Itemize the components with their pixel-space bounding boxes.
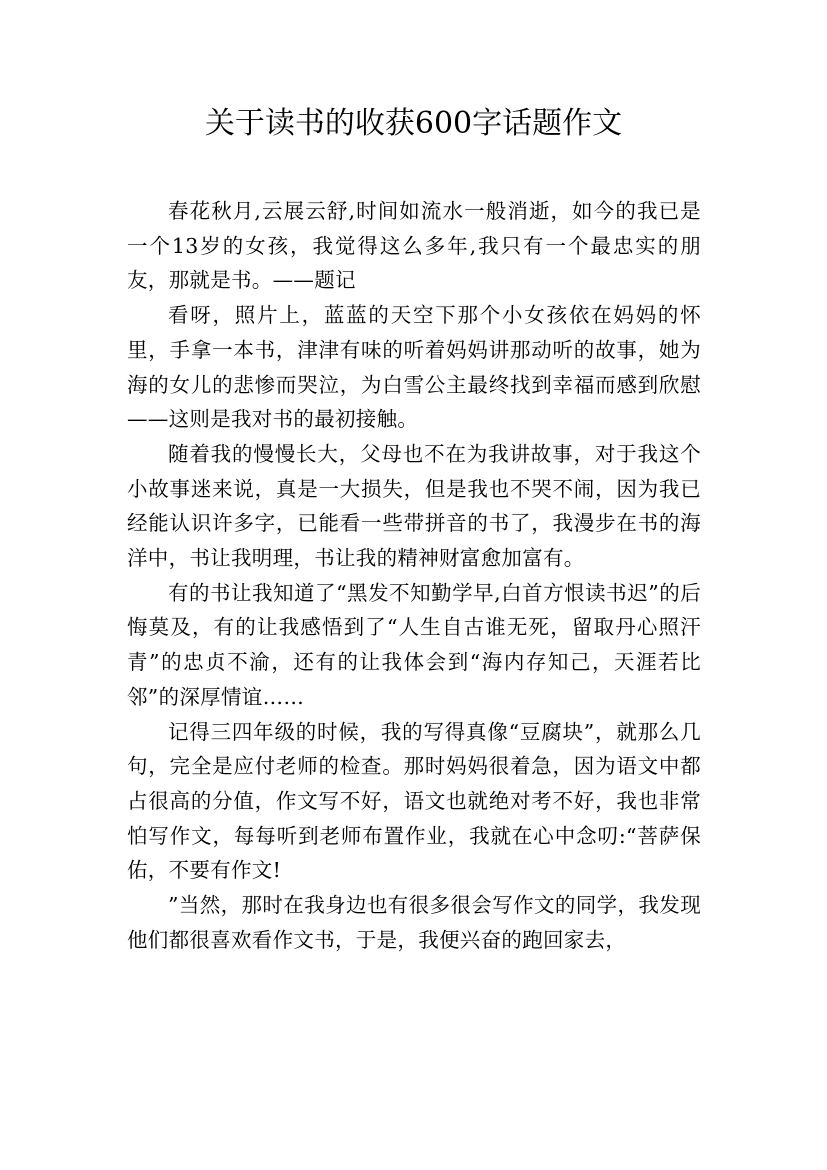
paragraph-growing-up: 随着我的慢慢长大，父母也不在为我讲故事，对于我这个小故事迷来说，真是一大损失，但是我也不哭不闹，因为我已经能认识许多字，已能看一些带拼音的书了，我漫步在书的海洋中，书让我明理，书让我的精神财富愈加富有。 <box>127 441 701 571</box>
document-body <box>127 194 701 957</box>
paragraph-writing-memory: 记得三四年级的时候，我的写得真像“豆腐块”，就那么几句，完全是应付老师的检查。那时妈妈很着急，因为语文中都占很高的分值，作文写不好，语文也就绝对考不好，我也非常怕写作文，每每听到老师布置作业，我就在心中念叨:“菩萨保佑，不要有作文! <box>127 719 701 883</box>
paragraph-classmates: ”当然，那时在我身边也有很多很会写作文的同学，我发现他们都很喜欢看作文书，于是，我便兴奋的跑回家去， <box>127 893 701 952</box>
paragraph-epigraph: 春花秋月,云展云舒,时间如流水一般消逝，如今的我已是一个13岁的女孩，我觉得这么多年,我只有一个最忠实的朋友，那就是书。——题记 <box>127 199 701 293</box>
paragraph-photo-memory: 看呀，照片上，蓝蓝的天空下那个小女孩依在妈妈的怀里，手拿一本书，津津有味的听着妈妈讲那动听的故事，她为海的女儿的悲惨而哭泣，为白雪公主最终找到幸福而感到欣慰——这则是我对书的最初接触。 <box>127 303 701 432</box>
document-title: 关于读书的收获600字话题作文 <box>204 106 623 141</box>
paragraph-book-lessons: 有的书让我知道了“黑发不知勤学早,白首方恨读书迟”的后悔莫及，有的让我感悟到了“人生自古谁无死，留取丹心照汗青”的忠贞不渝，还有的让我体会到“海内存知己，天涯若比邻”的深厚情谊…… <box>127 580 701 709</box>
